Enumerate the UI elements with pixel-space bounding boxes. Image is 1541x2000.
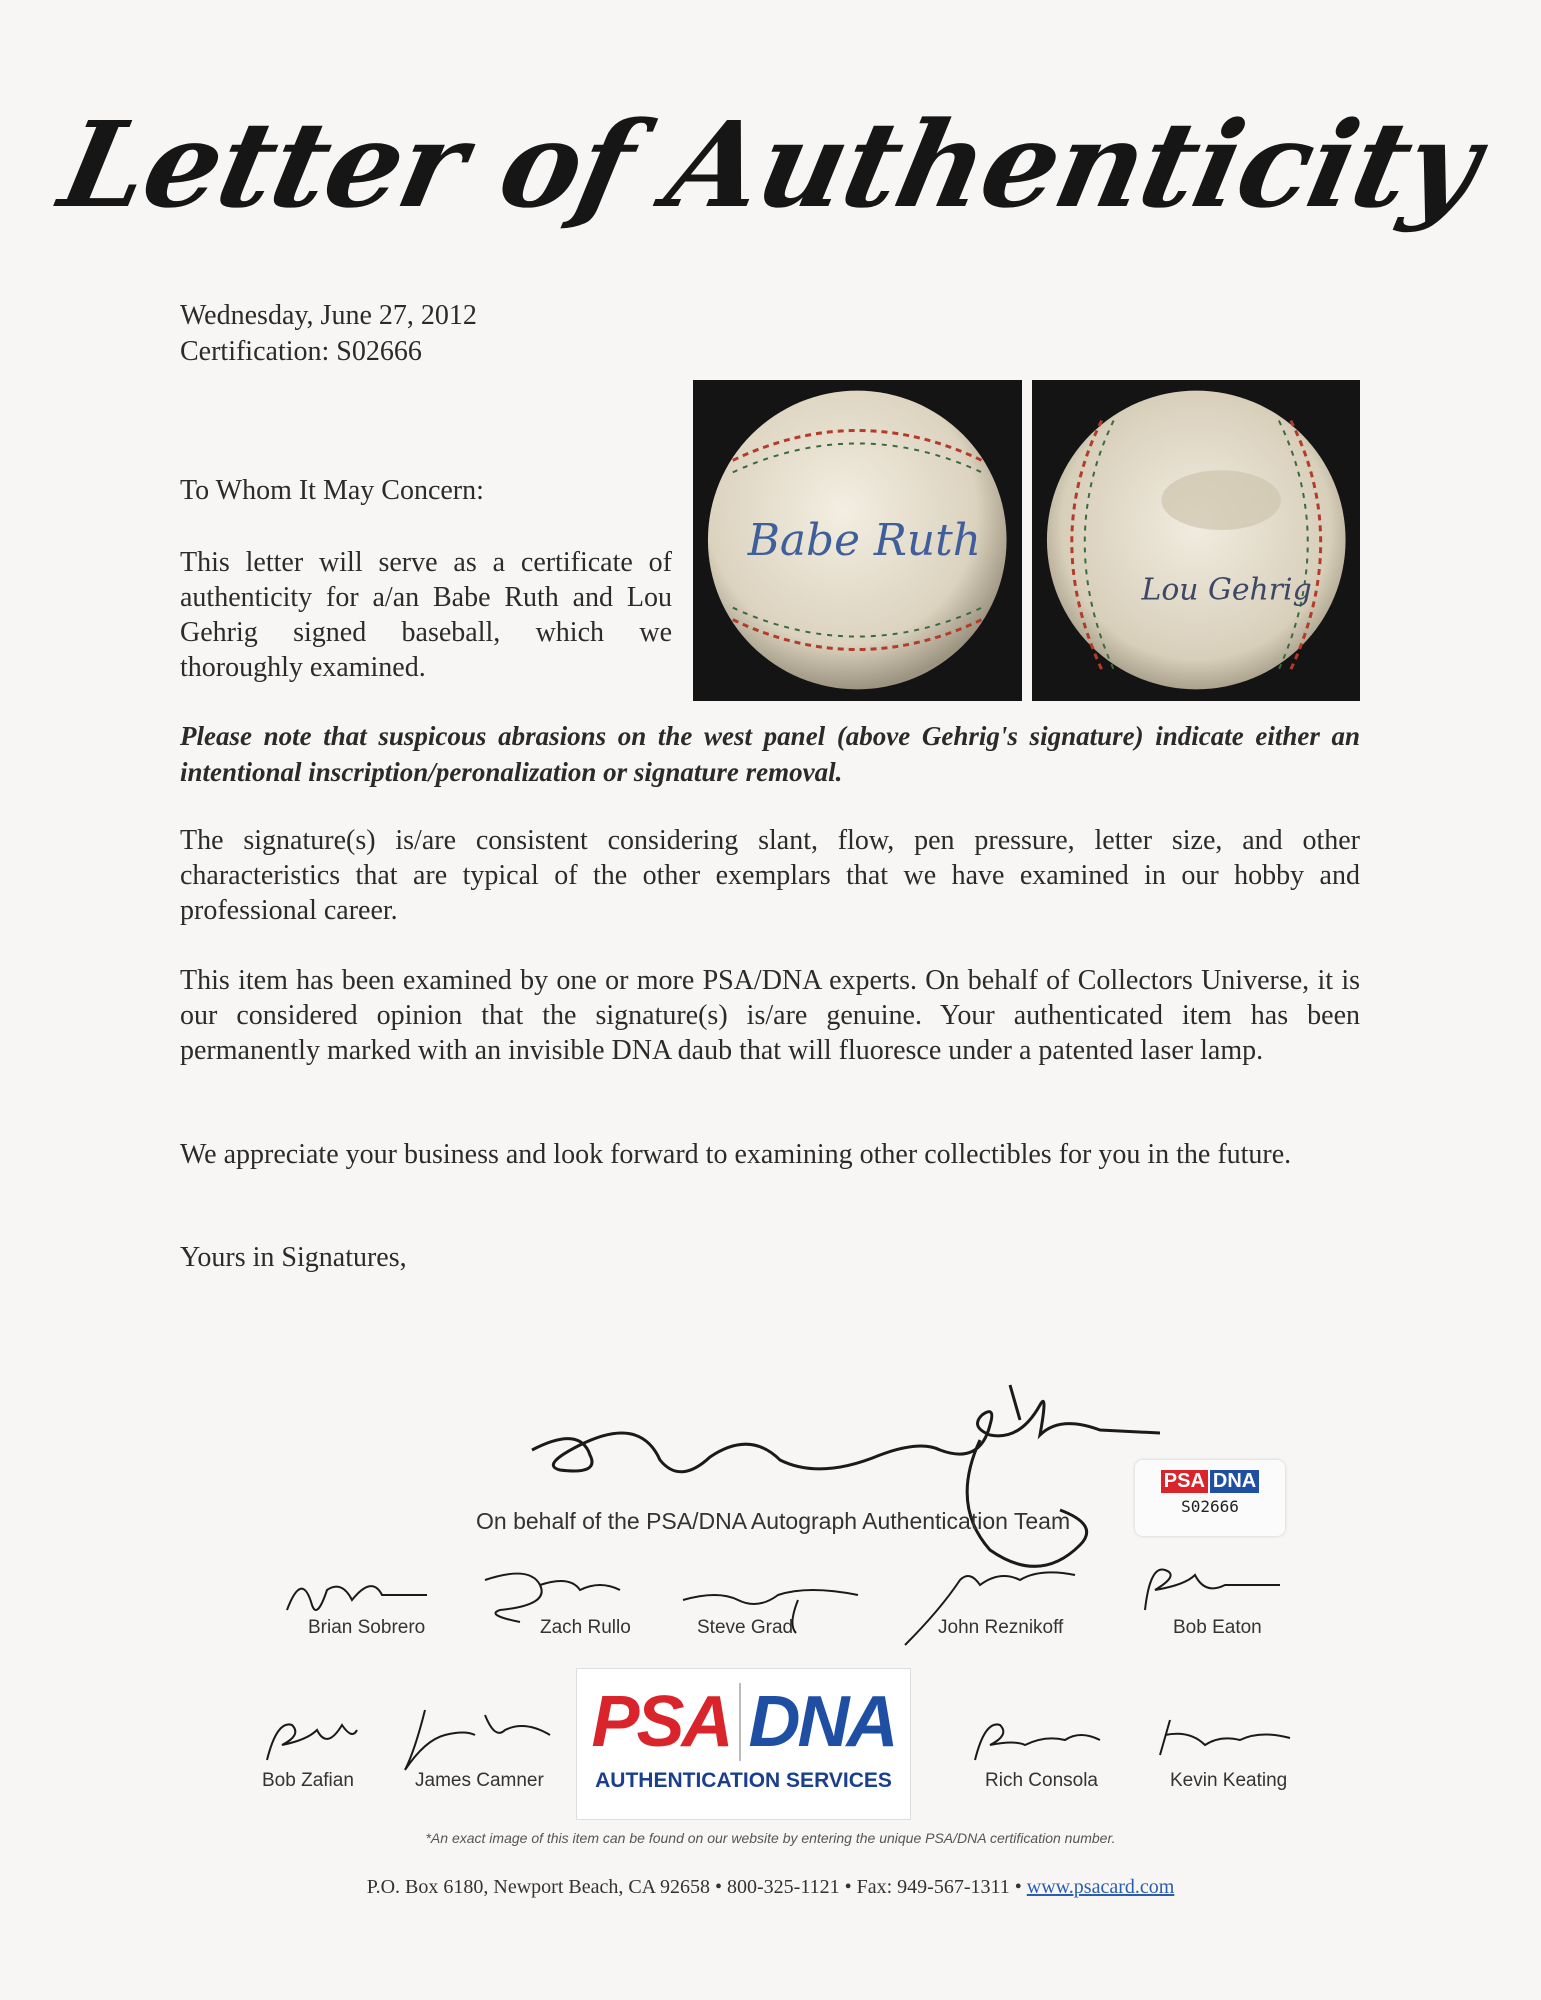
signature-james-camner [395, 1700, 555, 1780]
logo-subtitle: AUTHENTICATION SERVICES [595, 1769, 892, 1792]
team-member: Brian Sobrero [308, 1617, 426, 1638]
baseball-gehrig-image [1032, 380, 1361, 701]
team-member: Steve Grad [697, 1617, 794, 1638]
paragraph-consistency: The signature(s) is/are consistent considering slant, flow, pen pressure, letter size, and other characteristics that are typical of the other exemplars that we have examined in our hobby and professional career. [180, 825, 1360, 926]
footer [0, 1876, 1541, 1899]
letter-title: Letter of Authenticity [49, 95, 1492, 234]
closing: Yours in Signatures, [180, 1242, 407, 1273]
gehrig-signature: Lou Gehrig [1141, 572, 1312, 608]
psa-dna-badge [1135, 1460, 1285, 1536]
ruth-signature: Babe Ruth [747, 514, 981, 566]
footer-address: P.O. Box 6180, Newport Beach, CA 92658 • 800-325-1121 • Fax: 949-567-1311 • [366, 1876, 1027, 1898]
team-member: Kevin Keating [1170, 1770, 1288, 1791]
logo-wordmark [577, 1683, 910, 1761]
letter-date: Wednesday, June 27, 2012 [180, 300, 477, 331]
team-member: Rich Consola [985, 1770, 1098, 1791]
notice-paragraph: Please note that suspicous abrasions on the west panel (above Gehrig's signature) indicate either an intentional inscription/peronalization or signature removal. [180, 721, 1360, 787]
badge-dna: DNA [1210, 1470, 1259, 1493]
salutation: To Whom It May Concern: [180, 475, 484, 506]
signature-brian-sobrero [282, 1565, 432, 1625]
logo-psa: PSA [591, 1682, 731, 1762]
team-member: Zach Rullo [540, 1617, 631, 1638]
footer-website-link[interactable]: www.psacard.com [1026, 1876, 1175, 1898]
paragraph-appreciation: We appreciate your business and look forward to examining other collectibles for you in the future. [180, 1139, 1292, 1170]
signature-kevin-keating [1150, 1710, 1300, 1770]
team-member: Bob Zafian [262, 1770, 354, 1791]
team-member: John Reznikoff [938, 1617, 1064, 1638]
baseball-ruth-image [693, 380, 1022, 701]
team-member: Bob Eaton [1173, 1617, 1262, 1638]
badge-psa: PSA [1161, 1470, 1208, 1493]
baseball-photo-ruth [693, 380, 1022, 701]
badge-logo [1135, 1470, 1285, 1493]
baseball-photos [693, 380, 1360, 701]
letter-meta [180, 298, 477, 370]
baseball-photo-gehrig [1032, 380, 1361, 701]
main-signature [520, 1345, 1160, 1595]
signature-bob-eaton [1125, 1555, 1285, 1620]
signature-rich-consola [965, 1710, 1105, 1770]
team-member: James Camner [415, 1770, 544, 1791]
logo-dna: DNA [739, 1683, 904, 1761]
psa-dna-logo [576, 1668, 911, 1820]
intro-paragraph: This letter will serve as a certificate of authenticity for a/an Babe Ruth and Lou Gehrig signed baseball, which we thoroughly examined. [180, 547, 672, 683]
paragraph-examination: This item has been examined by one or more PSA/DNA experts. On behalf of Collectors Universe, it is our considered opinion that the signature(s) is/are genuine. Your authenticated item has been permanently marked with an invisible DNA daub that will fluoresce under a patented laser lamp. [180, 965, 1360, 1066]
behalf-text: On behalf of the PSA/DNA Autograph Authentication Team [476, 1508, 1071, 1534]
signature-bob-zafian [262, 1710, 362, 1770]
badge-cert-number: S02666 [1181, 1497, 1239, 1516]
disclaimer: *An exact image of this item can be found on our website by entering the unique PSA/DNA certification number. [425, 1830, 1116, 1846]
certification-number: Certification: S02666 [180, 336, 422, 367]
